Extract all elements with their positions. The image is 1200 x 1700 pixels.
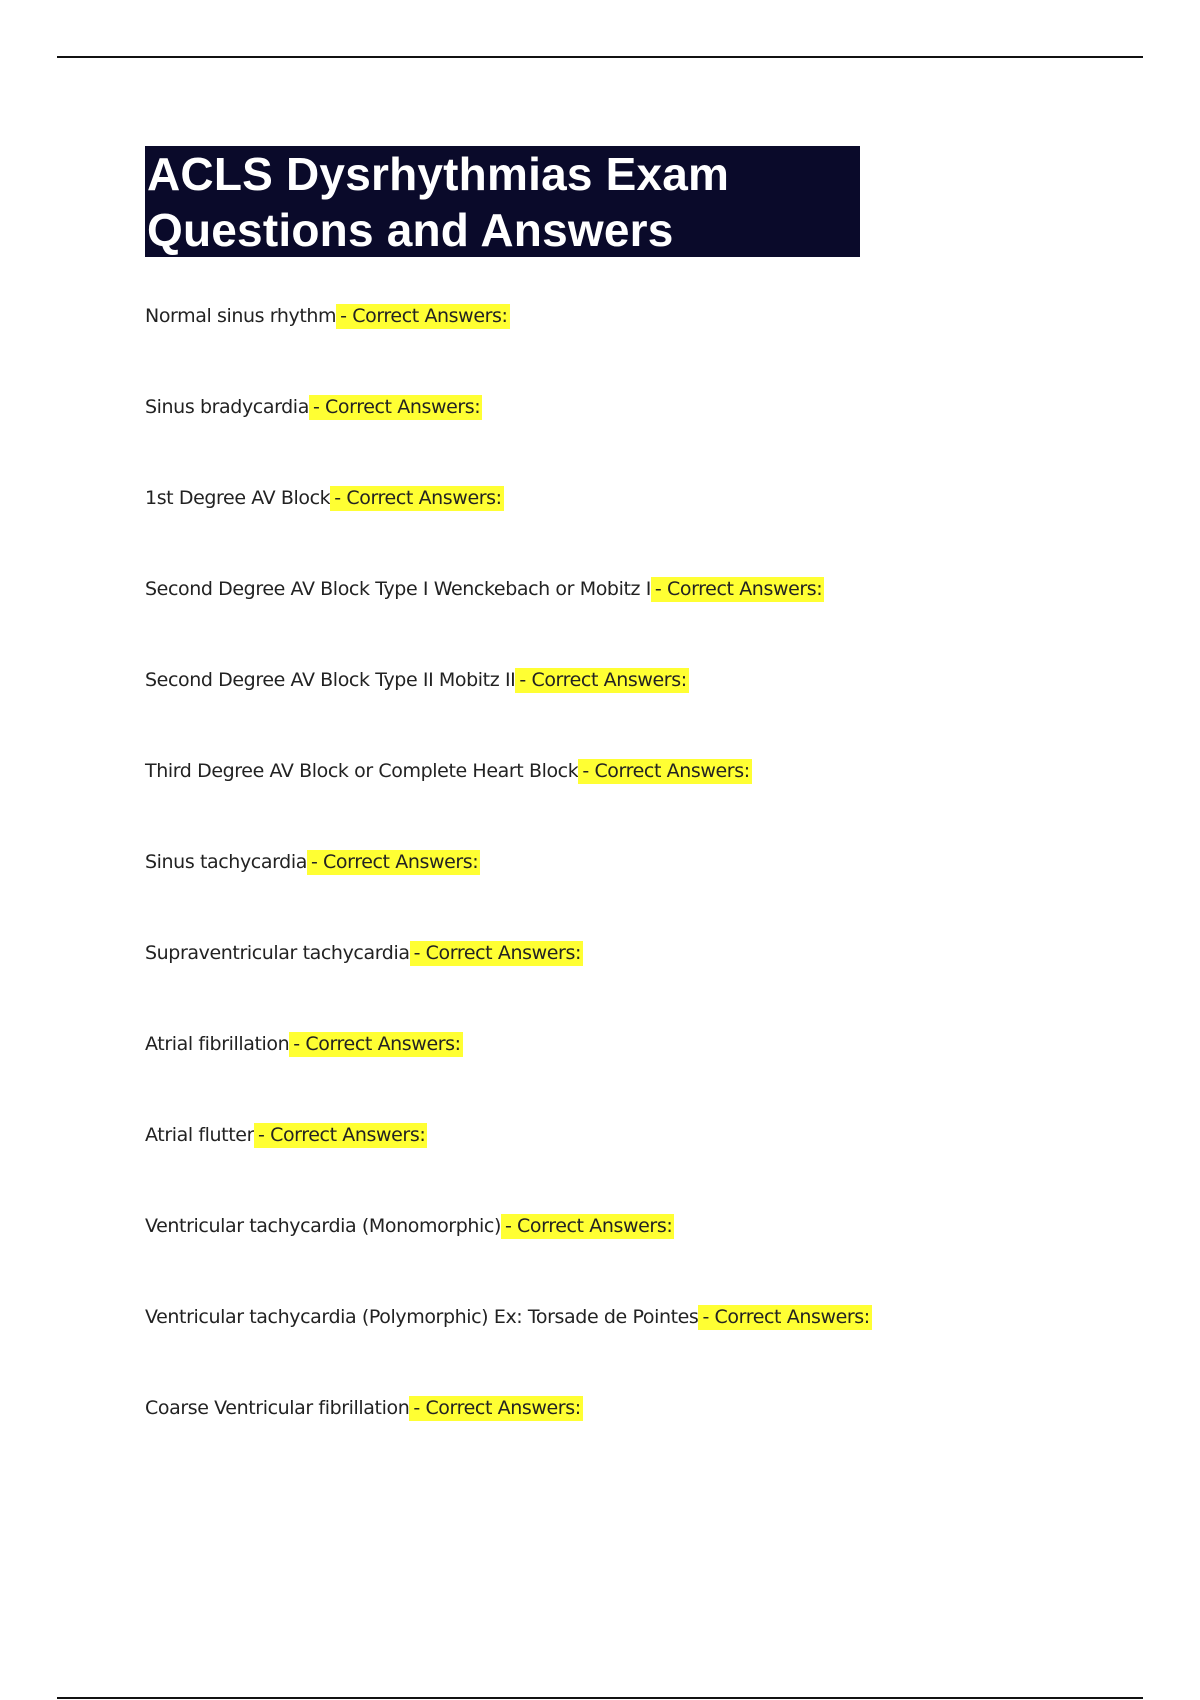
answer-label: - Correct Answers: <box>330 486 503 511</box>
answer-label: - Correct Answers: <box>578 759 751 784</box>
question-item <box>145 1121 872 1212</box>
question-item <box>145 1212 872 1303</box>
question-list <box>145 302 872 1485</box>
question-text: Atrial fibrillation <box>145 1033 290 1055</box>
question-text: Supraventricular tachycardia <box>145 942 410 964</box>
question-text: Normal sinus rhythm <box>145 305 337 327</box>
question-text: Atrial flutter <box>145 1124 254 1146</box>
question-item <box>145 848 872 939</box>
question-text: Ventricular tachycardia (Polymorphic) Ex: Torsade de Pointes <box>145 1306 699 1328</box>
question-item <box>145 1303 872 1394</box>
title-banner <box>145 146 860 257</box>
question-text: Coarse Ventricular fibrillation <box>145 1397 410 1419</box>
question-text: Sinus tachycardia <box>145 851 307 873</box>
question-item <box>145 393 872 484</box>
answer-label: - Correct Answers: <box>336 304 509 329</box>
question-item <box>145 939 872 1030</box>
question-item <box>145 1394 872 1485</box>
question-item <box>145 1030 872 1121</box>
top-rule <box>57 56 1143 58</box>
answer-label: - Correct Answers: <box>309 395 482 420</box>
answer-label: - Correct Answers: <box>289 1032 462 1057</box>
question-text: Ventricular tachycardia (Monomorphic) <box>145 1215 501 1237</box>
question-item <box>145 302 872 393</box>
bottom-rule <box>57 1697 1143 1699</box>
answer-label: - Correct Answers: <box>307 850 480 875</box>
question-item <box>145 575 872 666</box>
question-item <box>145 484 872 575</box>
answer-label: - Correct Answers: <box>698 1305 871 1330</box>
answer-label: - Correct Answers: <box>515 668 688 693</box>
question-text: Third Degree AV Block or Complete Heart Block <box>145 760 579 782</box>
answer-label: - Correct Answers: <box>409 1396 582 1421</box>
question-item <box>145 757 872 848</box>
question-text: Second Degree AV Block Type II Mobitz II <box>145 669 516 691</box>
question-item <box>145 666 872 757</box>
question-text: 1st Degree AV Block <box>145 487 331 509</box>
question-text: Sinus bradycardia <box>145 396 309 418</box>
answer-label: - Correct Answers: <box>410 941 583 966</box>
answer-label: - Correct Answers: <box>651 577 824 602</box>
question-text: Second Degree AV Block Type I Wenckebach or Mobitz I <box>145 578 651 600</box>
answer-label: - Correct Answers: <box>254 1123 427 1148</box>
document-title: ACLS Dysrhythmias Exam Questions and Answers <box>147 148 730 256</box>
answer-label: - Correct Answers: <box>501 1214 674 1239</box>
